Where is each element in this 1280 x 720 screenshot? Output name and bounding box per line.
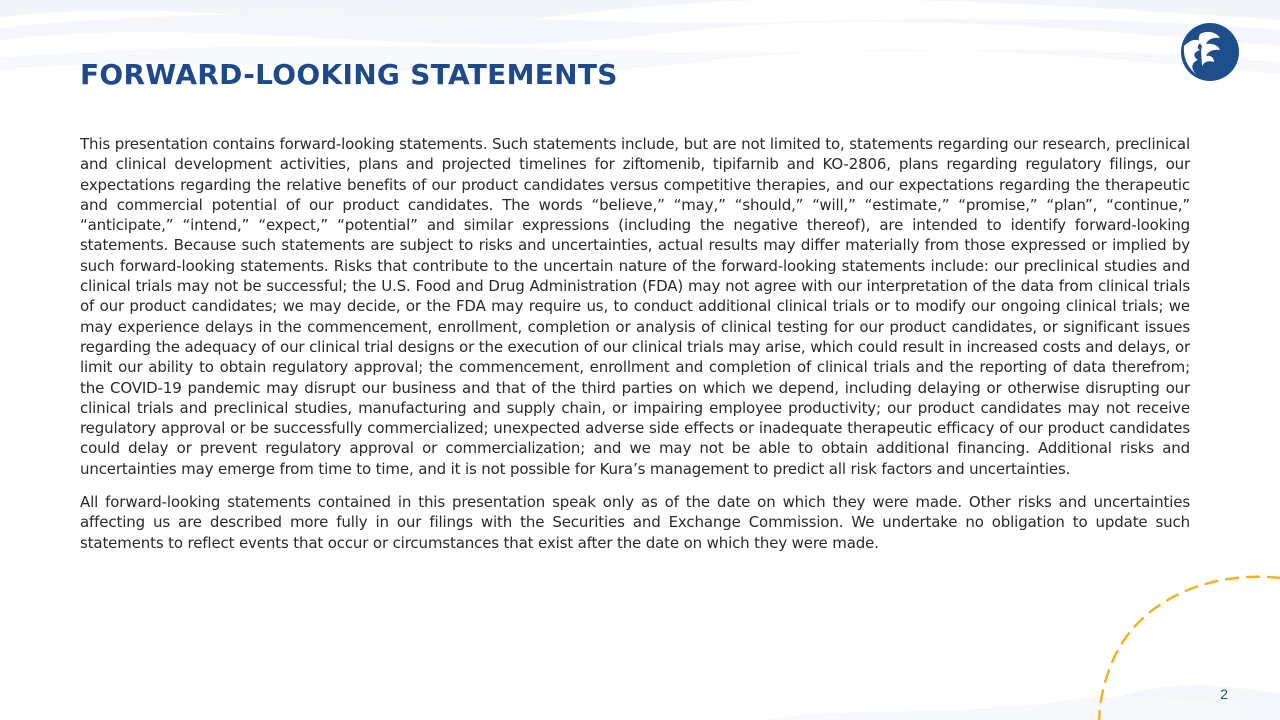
body-text bbox=[80, 134, 1190, 566]
page-number: 2 bbox=[1220, 686, 1228, 702]
paragraph-forward-looking: This presentation contains forward-looking statements. Such statements include, but are not limited to, statements regarding our research, preclinical and clinical development activities, plans and projected timelines for ziftomenib, tipifarnib and KO-2806, plans regarding regulatory filings, our expectations regarding the relative benefits of our product candidates versus competitive therapies, and our expectations regarding the therapeutic and commercial potential of our product candidates. The words “believe,” “may,” “should,” “will,” “estimate,” “promise,” “plan”, “continue,” “anticipate,” “intend,” “expect,” “potential” and similar expressions (including the negative thereof), are intended to identify forward-looking statements. Because such statements are subject to risks and uncertainties, actual results may differ materially from those expressed or implied by such forward-looking statements. Risks that contribute to the uncertain nature of the forward-looking statements include: our preclinical studies and clinical trials may not be successful; the U.S. Food and Drug Administration (FDA) may not agree with our interpretation of the data from clinical trials of our product candidates; we may decide, or the FDA may require us, to conduct additional clinical trials or to modify our ongoing clinical trials; we may experience delays in the commencement, enrollment, completion or analysis of clinical testing for our product candidates, or significant issues regarding the adequacy of our clinical trial designs or the execution of our clinical trials may arise, which could result in increased costs and delays, or limit our ability to obtain regulatory approval; the commencement, enrollment and completion of clinical trials and the reporting of data therefrom; the COVID-19 pandemic may disrupt our business and that of the third parties on which we depend, including delaying or otherwise disrupting our clinical trials and preclinical studies, manufacturing and supply chain, or impairing employee productivity; our product candidates may not receive regulatory approval or be successfully commercialized; unexpected adverse side effects or inadequate therapeutic efficacy of our product candidates could delay or prevent regulatory approval or commercialization; and we may not be able to obtain additional financing. Additional risks and uncertainties may emerge from time to time, and it is not possible for Kura’s management to predict all risk factors and uncertainties. bbox=[80, 135, 1190, 478]
paragraph-disclaimer: All forward-looking statements contained in this presentation speak only as of the date on which they were made. Other risks and uncertainties affecting us are described more fully in our filings with the Securities and Exchange Commission. We undertake no obligation to update such statements to reflect events that occur or circumstances that exist after the date on which they were made. bbox=[80, 493, 1190, 552]
slide-title: FORWARD-LOOKING STATEMENTS bbox=[80, 58, 618, 91]
kura-logo-icon bbox=[1180, 22, 1240, 82]
decorative-dashed-arc bbox=[1080, 560, 1280, 720]
